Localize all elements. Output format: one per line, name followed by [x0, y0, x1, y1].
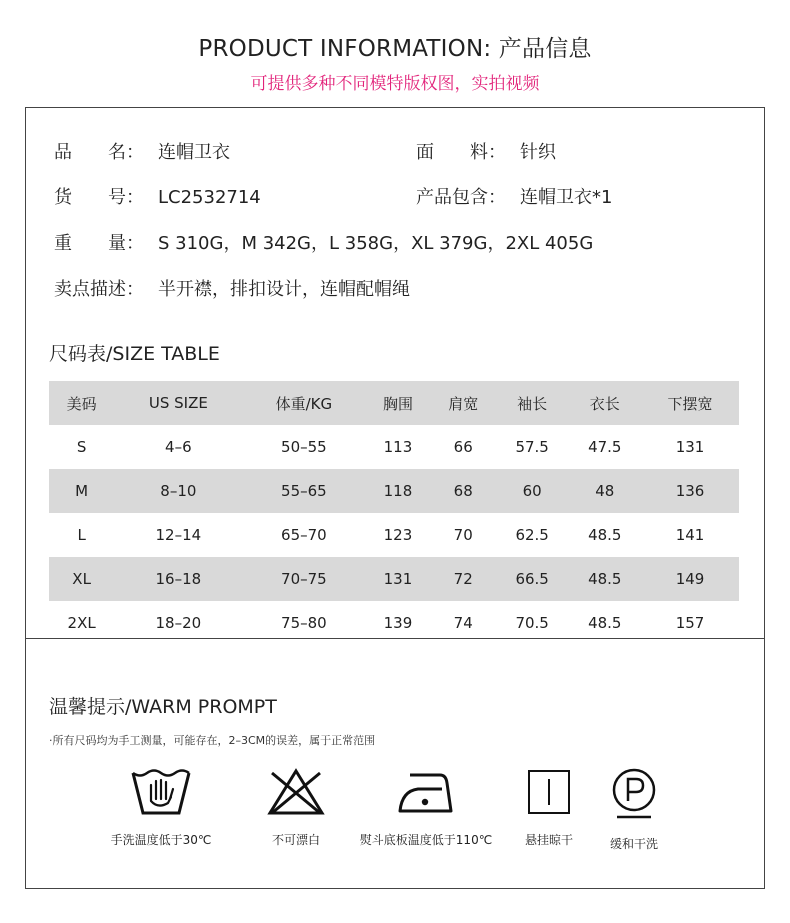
table-cell: 48 [568, 469, 641, 513]
table-cell: 70 [453, 526, 473, 544]
material-value: 针织 [520, 142, 556, 163]
table-cell: 136 [641, 469, 739, 513]
table-cell: M [49, 469, 114, 513]
table-cell: 12–14 [155, 526, 202, 544]
table-cell: 55–65 [242, 469, 365, 513]
table-cell: 66 [453, 438, 473, 456]
table-header-cell: 下摆宽 [641, 381, 739, 425]
hand-wash-icon [130, 767, 192, 817]
includes-label: 产品包含： [416, 187, 506, 208]
table-cell: 131 [675, 438, 705, 456]
care-iron [341, 767, 511, 848]
table-cell: 149 [641, 557, 739, 601]
table-cell: 4–6 [165, 438, 192, 456]
sku-label: 货 号： [54, 187, 144, 208]
table-cell: 118 [365, 469, 430, 513]
table-cell: 2XL [67, 614, 96, 632]
table-cell: 74 [453, 614, 473, 632]
table-cell: 65–70 [281, 526, 327, 544]
name-value: 连帽卫衣 [158, 142, 230, 163]
weight-label: 重 量： [54, 233, 144, 254]
dry-clean-p-icon [609, 767, 659, 821]
table-header-cell: US SIZE [114, 381, 242, 425]
selling-value: 半开襟，排扣设计，连帽配帽绳 [158, 279, 410, 300]
table-header-cell: 胸围 [365, 381, 430, 425]
care-hand-wash [96, 767, 226, 848]
hang-dry-icon [524, 767, 574, 817]
table-header-row [49, 381, 739, 425]
hang-dry-label: 悬挂晾干 [524, 833, 573, 847]
table-row [49, 469, 739, 513]
table-cell: S [76, 438, 87, 456]
table-cell: 8–10 [114, 469, 242, 513]
table-header-cell: 衣长 [568, 381, 641, 425]
warm-prompt-panel [25, 639, 765, 889]
table-cell: 48.5 [568, 557, 641, 601]
size-table-title: 尺码表/SIZE TABLE [49, 343, 220, 365]
table-cell: 16–18 [114, 557, 242, 601]
table-cell: 113 [383, 438, 413, 456]
table-header-cell: 袖长 [496, 381, 569, 425]
info-selling [54, 275, 410, 301]
size-table [49, 381, 739, 645]
care-no-bleach [241, 767, 351, 848]
table-cell: 141 [675, 526, 705, 544]
table-cell: 139 [383, 614, 413, 632]
product-info-panel [25, 107, 765, 639]
table-cell: 66.5 [496, 557, 569, 601]
info-weight [54, 229, 593, 255]
table-cell: 68 [431, 469, 496, 513]
name-label: 品 名： [54, 142, 144, 163]
measurement-note: ·所有尺码均为手工测量，可能存在，2–3CM的误差，属于正常范围 [49, 734, 376, 747]
table-cell: 48.5 [588, 526, 622, 544]
table-header-cell: 肩宽 [431, 381, 496, 425]
hand-wash-label: 手洗温度低于30℃ [110, 833, 212, 847]
table-cell: 72 [431, 557, 496, 601]
table-header-cell: 体重/KG [242, 381, 365, 425]
page-title: PRODUCT INFORMATION: 产品信息 [198, 36, 592, 62]
table-cell: 62.5 [515, 526, 549, 544]
table-header-cell: 美码 [49, 381, 114, 425]
care-dry-clean [579, 767, 689, 852]
selling-label: 卖点描述： [54, 279, 144, 300]
weight-value: S 310G，M 342G，L 358G，XL 379G，2XL 405G [158, 233, 594, 254]
table-cell: L [77, 526, 86, 544]
table-cell: XL [49, 557, 114, 601]
table-cell: 70.5 [515, 614, 549, 632]
includes-value: 连帽卫衣*1 [520, 187, 613, 208]
dry-clean-label: 缓和干洗 [609, 837, 658, 851]
info-includes [416, 183, 612, 209]
iron-icon [396, 767, 456, 817]
material-label: 面 料： [416, 142, 506, 163]
table-cell: 157 [675, 614, 705, 632]
table-cell: 18–20 [155, 614, 202, 632]
warm-prompt-title: 温馨提示/WARM PROMPT [49, 696, 277, 718]
table-cell: 75–80 [281, 614, 327, 632]
sku-value: LC2532714 [158, 187, 261, 208]
no-bleach-label: 不可漂白 [271, 833, 320, 847]
table-row [49, 425, 739, 469]
table-row [49, 557, 739, 601]
table-cell: 70–75 [242, 557, 365, 601]
table-cell: 123 [383, 526, 413, 544]
info-material [416, 138, 556, 164]
table-cell: 50–55 [281, 438, 327, 456]
table-cell: 131 [365, 557, 430, 601]
info-name [54, 138, 230, 164]
table-cell: 47.5 [588, 438, 622, 456]
iron-label: 熨斗底板温度低于110℃ [359, 833, 493, 847]
table-cell: 60 [496, 469, 569, 513]
table-cell: 48.5 [588, 614, 622, 632]
info-sku [54, 183, 261, 209]
page-subtitle: 可提供多种不同模特版权图，实拍视频 [250, 74, 540, 94]
table-row [49, 513, 739, 557]
no-bleach-icon [266, 767, 326, 817]
table-cell: 57.5 [515, 438, 549, 456]
